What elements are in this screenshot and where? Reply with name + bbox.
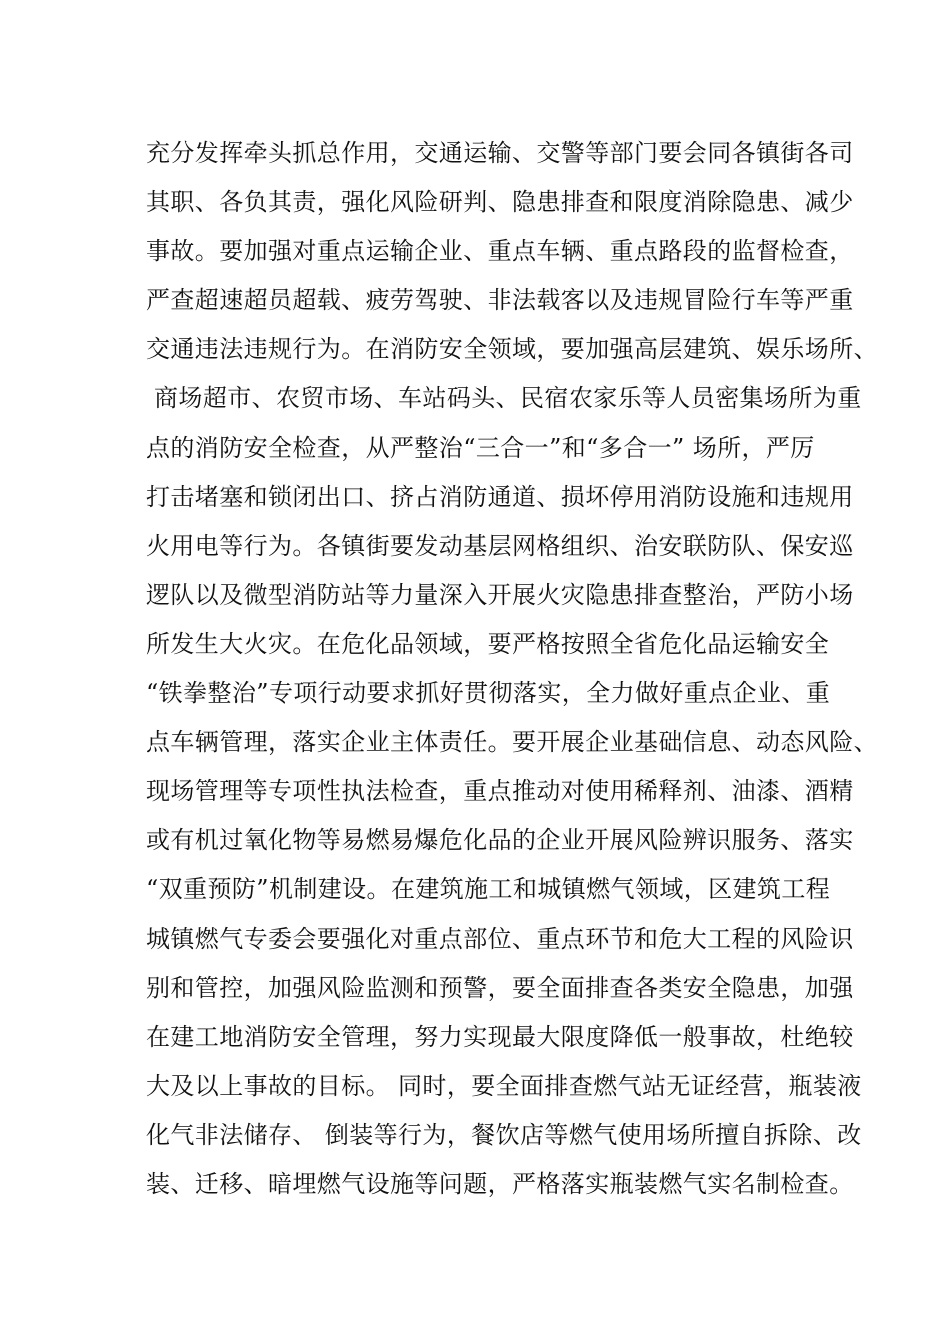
text-line: 在建工地消防安全管理，努力实现最大限度降低一般事故，杜绝较 bbox=[146, 1022, 854, 1051]
text-line: 其职、各负其责，强化风险研判、隐患排查和限度消除隐患、减少 bbox=[146, 188, 854, 217]
text-line: 商场超市、农贸市场、车站码头、民宿农家乐等人员密集场所为重 bbox=[146, 384, 862, 413]
text-line: 点的消防安全检查，从严整治“三合一”和“多合一” 场所，严厉 bbox=[146, 433, 815, 462]
text-line: 交通违法违规行为。在消防安全领域，要加强高层建筑、娱乐场所、 bbox=[146, 335, 878, 364]
body-paragraph bbox=[146, 133, 878, 1213]
text-line: 严查超速超员超载、疲劳驾驶、非法载客以及违规冒险行车等严重 bbox=[146, 286, 854, 315]
text-line: 别和管控，加强风险监测和预警，要全面排查各类安全隐患，加强 bbox=[146, 973, 854, 1002]
text-line: 现场管理等专项性执法检查，重点推动对使用稀释剂、油漆、酒精 bbox=[146, 777, 854, 806]
text-line: 城镇燃气专委会要强化对重点部位、重点环节和危大工程的风险识 bbox=[146, 924, 854, 953]
text-line: 打击堵塞和锁闭出口、挤占消防通道、损坏停用消防设施和违规用 bbox=[146, 482, 854, 511]
text-line: “铁拳整治”专项行动要求抓好贯彻落实，全力做好重点企业、重 bbox=[146, 679, 831, 708]
text-line: 逻队以及微型消防站等力量深入开展火灾隐患排查整治，严防小场 bbox=[146, 580, 854, 609]
text-line: 点车辆管理，落实企业主体责任。要开展企业基础信息、动态风险、 bbox=[146, 728, 878, 757]
text-line: 所发生大火灾。在危化品领域，要严格按照全省危化品运输安全 bbox=[146, 629, 830, 658]
text-line: 装、迁移、暗埋燃气设施等问题，严格落实瓶装燃气实名制检查。 bbox=[146, 1169, 854, 1198]
text-line: 或有机过氧化物等易燃易爆危化品的企业开展风险辨识服务、落实 bbox=[146, 826, 854, 855]
text-line: 充分发挥牵头抓总作用，交通运输、交警等部门要会同各镇街各司 bbox=[146, 139, 854, 167]
text-line: 事故。要加强对重点运输企业、重点车辆、重点路段的监督检查， bbox=[146, 237, 854, 266]
text-line: 火用电等行为。各镇街要发动基层网格组织、治安联防队、保安巡 bbox=[146, 531, 854, 560]
text-line: “双重预防”机制建设。在建筑施工和城镇燃气领域，区建筑工程 bbox=[146, 875, 831, 904]
text-line: 化气非法储存、 倒装等行为，餐饮店等燃气使用场所擅自拆除、改 bbox=[146, 1120, 862, 1149]
text-line: 大及以上事故的目标。 同时，要全面排查燃气站无证经营，瓶装液 bbox=[146, 1071, 862, 1100]
